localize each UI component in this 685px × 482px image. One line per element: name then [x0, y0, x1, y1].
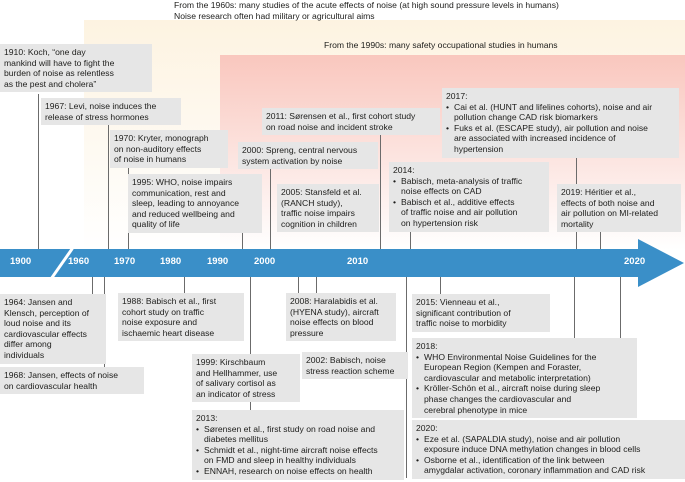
event-title: 2018:	[416, 341, 438, 351]
event-text: 2008: Haralabidis et al.	[290, 296, 378, 306]
event-text: cohort study on traffic	[122, 306, 205, 317]
event-2005	[277, 184, 379, 232]
event-text: traffic noise to morbidity	[416, 318, 507, 329]
event-text: burden of noise as relentless	[4, 68, 114, 79]
connector	[410, 230, 411, 250]
event-text: effects of both noise and	[561, 197, 655, 208]
event-2018	[412, 338, 637, 418]
event-1967	[41, 98, 181, 125]
event-2011	[262, 108, 440, 135]
event-1968	[0, 367, 144, 394]
event-text: and Hellhammer, use	[196, 367, 278, 378]
event-text: • Osborne et al., identification of the link between	[424, 454, 605, 465]
event-text: significant contribution of	[416, 307, 511, 318]
event-text: of salivary cortisol as	[196, 378, 276, 389]
band-title-1990s	[324, 40, 558, 51]
band-title-line: From the 1960s: many studies of the acute effects of noise (at high sound pressure levels in humans)	[174, 0, 559, 10]
event-text: 2015: Vienneau et al.,	[416, 297, 500, 307]
event-list	[393, 176, 545, 229]
event-list-item	[196, 445, 400, 466]
tick-label: 1970	[114, 256, 136, 267]
event-text: 1964: Jansen and	[4, 297, 73, 307]
tick-label: 1900	[10, 256, 32, 267]
event-text: pollution change CAD risk biomarkers	[454, 112, 598, 123]
event-text: 1988: Babisch et al., first	[122, 296, 217, 306]
event-text: air pollution on MI-related	[561, 208, 658, 219]
event-text: 2000: Spreng, central nervous	[242, 145, 358, 155]
event-text: cognition in children	[281, 218, 357, 229]
event-text: release of stress hormones	[45, 111, 149, 122]
event-list-item	[416, 352, 633, 384]
event-list-item	[393, 176, 545, 197]
event-1999	[192, 354, 300, 402]
event-list-item	[416, 434, 681, 455]
event-text: traffic noise impairs	[281, 208, 355, 219]
tick-label: 2010	[347, 256, 369, 267]
event-text: 1970: Kryter, monograph	[114, 133, 209, 143]
event-text: 1968: Jansen, effects of noise	[4, 370, 119, 380]
event-list	[196, 424, 400, 477]
event-list-item	[196, 424, 400, 445]
event-text: noise exposure and	[122, 317, 198, 328]
event-list-item	[393, 197, 545, 229]
event-text: on non-auditory effects	[114, 143, 202, 154]
event-text: quality of life	[132, 219, 180, 230]
event-2017	[442, 88, 679, 158]
tick-label: 1980	[160, 256, 182, 267]
band-title-line: From the 1990s: many safety occupational studies in humans	[324, 40, 558, 50]
event-text: of traffic noise and air pollution	[401, 207, 518, 218]
event-text: • Schmidt et al., night-time aircraft noise effects	[204, 444, 378, 455]
event-list-item	[446, 123, 675, 155]
event-list	[416, 352, 633, 416]
event-2015	[412, 294, 550, 332]
event-text: mortality	[561, 218, 594, 229]
event-text: • Kröller-Schön et al., aircraft noise during sleep	[424, 383, 601, 394]
event-title: 2013:	[196, 413, 218, 423]
event-text: European Region (Kempen and Foraster,	[424, 362, 582, 373]
connector	[92, 276, 93, 296]
event-2002	[302, 352, 408, 379]
event-text: • Sørensen et al., first study on road noise and	[204, 423, 376, 434]
event-text: 2011: Sørensen et al., first cohort study	[266, 111, 416, 121]
event-2014	[389, 162, 549, 232]
event-text: are associated with increased incidence of	[454, 133, 616, 144]
event-2020	[412, 420, 685, 479]
event-text: ischaemic heart disease	[122, 327, 215, 338]
event-text: diabetes mellitus	[204, 434, 269, 445]
event-text: communication, rest and	[132, 187, 226, 198]
connector	[440, 276, 441, 294]
event-text: • Cai et al. (HUNT and lifelines cohorts), noise and air	[454, 101, 653, 112]
event-text: noise effects on CAD	[401, 186, 482, 197]
event-text: (HYENA study), aircraft	[290, 306, 379, 317]
connector	[270, 169, 271, 250]
event-text: amygdalar activation, coronary inflammation and CAD risk	[424, 465, 646, 476]
event-list-item	[416, 383, 633, 415]
event-text: pressure	[290, 327, 324, 338]
event-1910	[0, 44, 152, 92]
event-text: 1999: Kirschbaum	[196, 357, 266, 367]
connector	[242, 232, 243, 250]
event-text: differ among	[4, 339, 52, 350]
event-text: sleep, leading to annoyance	[132, 198, 240, 209]
tick-label: 2020	[624, 256, 646, 267]
event-text: 1910: Koch, “one day	[4, 47, 86, 57]
event-text: cardiovascular effects	[4, 328, 87, 339]
event-text: noise effects on blood	[290, 317, 374, 328]
event-list	[446, 102, 675, 155]
event-list	[416, 434, 681, 476]
event-text: 2002: Babisch, noise	[306, 355, 386, 365]
event-list-item	[416, 455, 681, 476]
event-text: of noise in humans	[114, 154, 187, 165]
event-text: • ENNAH, research on noise effects on health	[204, 465, 373, 476]
tick-label: 1960	[68, 256, 90, 267]
connector	[108, 122, 109, 250]
event-2000	[238, 142, 378, 169]
event-text: exposure induce DNA methylation changes in blood cells	[424, 444, 641, 455]
event-text: on hypertension risk	[401, 217, 478, 228]
tick-label: 1990	[207, 256, 229, 267]
connector	[38, 94, 39, 250]
connector	[380, 135, 381, 250]
event-text: • Babisch, meta-analysis of traffic	[401, 175, 523, 186]
event-text: on road noise and incident stroke	[266, 121, 393, 132]
event-1988	[118, 293, 244, 341]
event-text: phase changes the cardiovascular and	[424, 393, 572, 404]
event-list-item	[196, 466, 400, 477]
event-text: (RANCH study),	[281, 197, 343, 208]
event-text: on cardiovascular health	[4, 380, 98, 391]
event-text: 2005: Stansfeld et al.	[281, 187, 362, 197]
event-text: • Eze et al. (SAPALDIA study), noise and air pollution	[424, 433, 621, 444]
event-text: and reduced wellbeing and	[132, 208, 235, 219]
band-title-1960s	[174, 0, 559, 21]
event-text: system activation by noise	[242, 155, 343, 166]
event-text: Klensch, perception of	[4, 307, 90, 318]
band-title-line: Noise research often had military or agricultural aims	[174, 10, 375, 21]
event-text: cardiovascular and metabolic interpretation)	[424, 372, 591, 383]
event-1995	[128, 174, 262, 233]
event-2013	[192, 410, 404, 480]
event-text: as the pest and cholera”	[4, 78, 97, 89]
event-text: individuals	[4, 349, 45, 360]
event-text: cerebral phenotype in mice	[424, 404, 528, 415]
tick-label: 2000	[254, 256, 276, 267]
event-text: mankind will have to fight the	[4, 57, 115, 68]
event-text: loud noise and its	[4, 318, 71, 329]
event-text: hypertension	[454, 143, 504, 154]
event-text: 2019: Héritier et al.,	[561, 187, 636, 197]
event-text: an indicator of stress	[196, 388, 276, 399]
event-text: • WHO Environmental Noise Guidelines for the	[424, 351, 597, 362]
event-text: • Fuks et al. (ESCAPE study), air pollution and noise	[454, 122, 648, 133]
event-list-item	[446, 102, 675, 123]
event-text: 1995: WHO, noise impairs	[132, 177, 233, 187]
event-2008	[286, 293, 396, 341]
event-title: 2020:	[416, 423, 438, 433]
timeline-arrow	[0, 249, 640, 277]
connector	[574, 276, 575, 338]
event-text: • Babisch et al., additive effects	[401, 196, 515, 207]
event-text: on FMD and sleep in healthy individuals	[204, 455, 356, 466]
event-text: 1967: Levi, noise induces the	[45, 101, 157, 111]
event-1970	[110, 130, 228, 168]
event-title: 2014:	[393, 165, 415, 175]
event-text: stress reaction scheme	[306, 365, 395, 376]
event-2019	[557, 184, 681, 232]
event-1964	[0, 294, 106, 364]
event-title: 2017:	[446, 91, 468, 101]
